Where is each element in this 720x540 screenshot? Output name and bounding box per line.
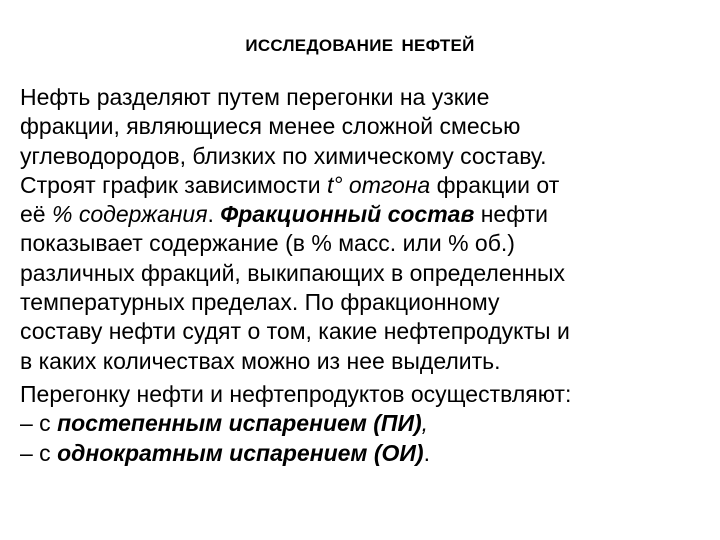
italic-term: % содержания [51, 201, 208, 228]
text-run: . [423, 439, 430, 466]
text-run: Строят график зависимости [20, 171, 327, 198]
text-line: показывает содержание (в % масс. или % об.) [20, 230, 515, 257]
list-item [20, 409, 705, 438]
paragraph-distillation-methods [20, 380, 705, 468]
text-line: Перегонку нефти и нефтепродуктов осуществляют: [20, 380, 572, 407]
text-line: Нефть разделяют путем перегонки на узкие [20, 84, 490, 110]
text-run: , [421, 410, 429, 437]
text-run: – с [20, 410, 58, 437]
text-line: различных фракций, выкипающих в определенных [20, 259, 566, 286]
list-item [20, 439, 705, 468]
bold-italic-term: Фракционный состав [220, 201, 475, 228]
bold-italic-term: однократным испарением (ОИ) [57, 439, 424, 466]
bold-italic-term: постепенным испарением (ПИ) [57, 410, 422, 437]
italic-term: t° отгона [326, 171, 431, 198]
text-run: нефти [474, 201, 549, 228]
text-run: её [20, 201, 52, 228]
paragraph-fractional-composition [20, 83, 705, 376]
text-run: – с [20, 439, 58, 466]
text-run: фракции от [430, 171, 560, 198]
text-line [20, 171, 705, 200]
text-line [20, 200, 705, 229]
text-line: фракции, являющиеся менее сложной смесью [20, 113, 521, 140]
text-line: углеводородов, близких по химическому составу. [20, 142, 547, 169]
text-line: в каких количествах можно из нее выделить. [20, 347, 501, 374]
slide-body [20, 83, 705, 468]
slide-title: ИССЛЕДОВАНИЕ НЕФТЕЙ [245, 36, 475, 55]
text-line: составу нефти судят о том, какие нефтепродукты и [20, 318, 570, 345]
text-line: температурных пределах. По фракционному [20, 289, 500, 316]
text-run: . [207, 201, 221, 228]
